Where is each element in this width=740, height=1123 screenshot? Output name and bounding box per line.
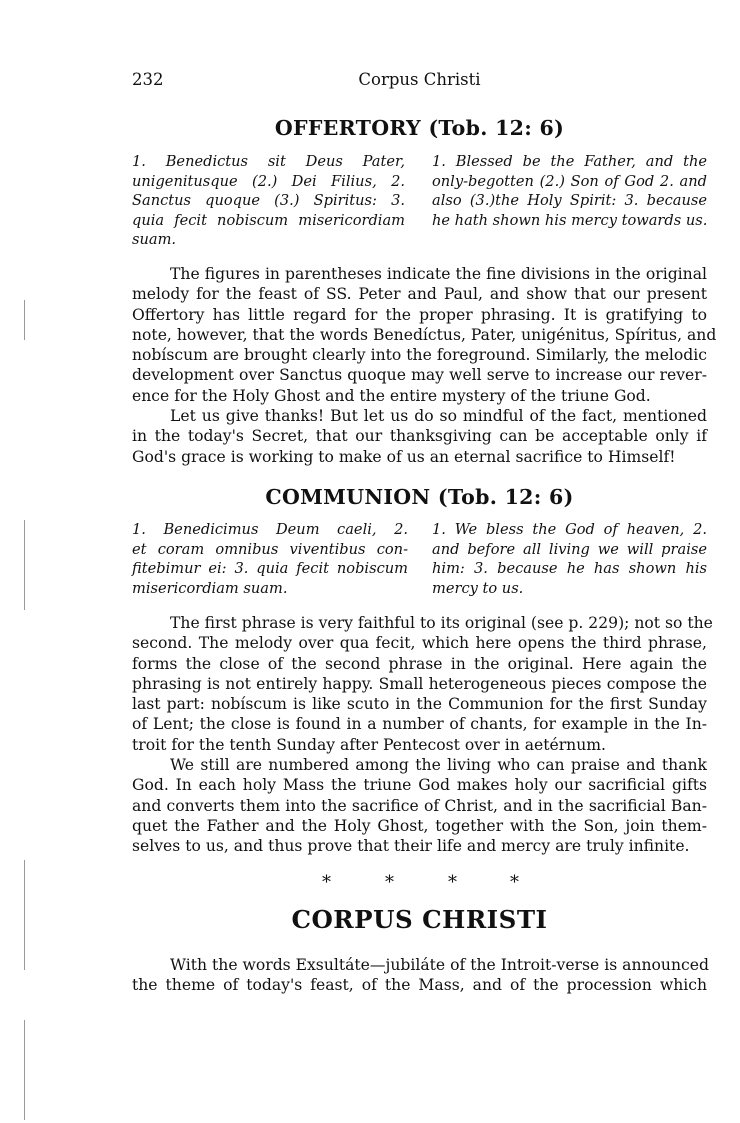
text-line: nobíscum are brought clearly into the foreground. Similarly, the melodic xyxy=(132,346,707,365)
communion-commentary xyxy=(132,613,713,857)
text-line: The first phrase is very faithful to its original (see p. 229); not so the xyxy=(170,614,713,632)
english-line: 1. We bless the God of heaven, 2. xyxy=(432,521,707,538)
corpus-christi-text xyxy=(132,955,707,996)
text-line: melody for the feast of SS. Peter and Paul, and show that our present xyxy=(132,285,707,304)
english-line: mercy to us. xyxy=(432,579,524,597)
offertory-commentary xyxy=(132,264,717,467)
communion-english-text xyxy=(432,520,707,598)
offertory-heading xyxy=(132,116,707,140)
running-title: Corpus Christi xyxy=(358,70,481,89)
offertory-reference: (Tob. 12: 6) xyxy=(428,116,565,140)
text-line: second. The melody over qua fecit, which here opens the third phrase, xyxy=(132,634,707,653)
separator-star: * xyxy=(510,872,519,893)
text-line: The figures in parentheses indicate the fine divisions in the original xyxy=(170,265,707,283)
text-line: development over Sanctus quoque may well serve to increase our rever- xyxy=(132,366,707,385)
section-separator xyxy=(0,872,740,896)
communion-title: COMMUNION xyxy=(265,485,431,509)
text-line: ence for the Holy Ghost and the entire mystery of the triune God. xyxy=(132,386,651,405)
latin-line: Sanctus quoque (3.) Spiritus: 3. xyxy=(132,192,405,210)
latin-line: 1. Benedictus sit Deus Pater, xyxy=(132,153,405,170)
latin-line: suam. xyxy=(132,231,177,249)
latin-line: unigenitusque (2.) Dei Filius, 2. xyxy=(132,172,405,190)
latin-line: misericordiam suam. xyxy=(132,579,288,597)
page-number: 232 xyxy=(132,70,164,89)
scan-margin-mark xyxy=(24,860,25,970)
text-line: the theme of today's feast, of the Mass, and of the procession which xyxy=(132,976,707,995)
text-line: of Lent; the close is found in a number of chants, for example in the In- xyxy=(132,715,707,734)
english-line: 1. Blessed be the Father, and the xyxy=(432,153,707,170)
text-line: phrasing is not entirely happy. Small heterogeneous pieces compose the xyxy=(132,674,707,693)
separator-star: * xyxy=(322,872,331,893)
corpus-christi-heading: CORPUS CHRISTI xyxy=(291,905,548,934)
scan-margin-mark xyxy=(24,520,25,610)
communion-latin-text xyxy=(132,520,408,598)
english-line: also (3.)the Holy Spirit: 3. because xyxy=(432,192,707,210)
text-line: selves to us, and thus prove that their life and mercy are truly infinite. xyxy=(132,837,690,856)
english-line: only-begotten (2.) Son of God 2. and xyxy=(432,172,707,190)
offertory-english-text xyxy=(432,152,707,230)
scan-margin-mark xyxy=(24,1020,25,1120)
scan-margin-mark xyxy=(24,300,25,340)
english-line: he hath shown his mercy towards us. xyxy=(432,211,708,229)
text-line: and converts them into the sacrifice of Christ, and in the sacrificial Ban- xyxy=(132,796,707,815)
text-line: last part: nobíscum is like scuto in the Communion for the first Sunday xyxy=(132,695,707,714)
separator-star: * xyxy=(448,872,457,893)
latin-line: 1. Benedicimus Deum caeli, 2. xyxy=(132,521,408,538)
text-line: quet the Father and the Holy Ghost, together with the Son, join them- xyxy=(132,816,707,835)
text-line: Offertory has little regard for the proper phrasing. It is gratifying to xyxy=(132,305,707,324)
text-line: note, however, that the words Benedíctus, Pater, unigénitus, Spíritus, and xyxy=(132,325,717,344)
text-line: in the today's Secret, that our thanksgiving can be acceptable only if xyxy=(132,427,707,446)
latin-line: fitebimur ei: 3. quia fecit nobiscum xyxy=(132,560,408,578)
english-line: and before all living we will praise xyxy=(432,540,707,558)
latin-line: quia fecit nobiscum misericordiam xyxy=(132,211,405,229)
text-line: Let us give thanks! But let us do so mindful of the fact, mentioned xyxy=(170,407,707,426)
communion-heading xyxy=(132,485,707,509)
text-line: We still are numbered among the living who can praise and thank xyxy=(170,756,707,775)
offertory-title: OFFERTORY xyxy=(274,116,421,140)
text-line: God's grace is working to make of us an eternal sacrifice to Himself! xyxy=(132,447,676,466)
english-line: him: 3. because he has shown his xyxy=(432,560,707,578)
text-line: forms the close of the second phrase in the original. Here again the xyxy=(132,654,707,673)
offertory-latin-text xyxy=(132,152,405,250)
running-header xyxy=(132,70,707,94)
latin-line: et coram omnibus viventibus con- xyxy=(132,540,408,558)
separator-star: * xyxy=(385,872,394,893)
text-line: troit for the tenth Sunday after Pentecost over in aetérnum. xyxy=(132,735,607,754)
text-line: With the words Exsultáte—jubiláte of the Introit-verse is announced xyxy=(170,956,709,974)
text-line: God. In each holy Mass the triune God makes holy our sacrificial gifts xyxy=(132,776,707,795)
communion-reference: (Tob. 12: 6) xyxy=(437,485,574,509)
